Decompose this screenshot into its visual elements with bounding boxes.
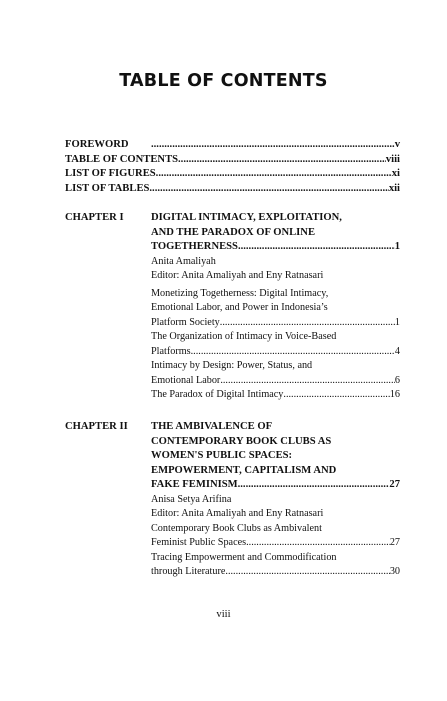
- chapter-title-last-line: [151, 240, 400, 255]
- chapter-title-line: THE AMBIVALENCE OF: [151, 421, 273, 432]
- section-last-line: [151, 345, 400, 360]
- chapter-title-line: WOMEN'S PUBLIC SPACES:: [151, 450, 293, 461]
- chapter-title-line: CONTEMPORARY BOOK CLUBS AS: [151, 435, 332, 447]
- section-page: 30: [389, 566, 400, 577]
- section-title-line: Tracing Empowerment and Commodification: [151, 551, 337, 563]
- section-entry[interactable]: [151, 330, 400, 359]
- entry-label: TABLE OF CONTENTS: [65, 153, 179, 165]
- dot-leader: [220, 316, 395, 331]
- dot-leader: [191, 345, 395, 360]
- chapter-number: CHAPTER I: [65, 212, 124, 223]
- chapter-page: 27: [389, 479, 400, 490]
- section-last-line: [151, 374, 400, 389]
- section-last-line: [151, 536, 400, 551]
- entry-page: xi: [391, 168, 400, 179]
- dot-leader: [220, 374, 395, 389]
- dot-leader: [283, 388, 389, 403]
- section-entry[interactable]: [151, 287, 400, 331]
- section-last-line: [151, 565, 400, 580]
- entry-label: LIST OF FIGURES: [65, 168, 156, 179]
- section-title-text: Emotional Labor: [151, 374, 221, 386]
- section-page: 27: [389, 537, 400, 548]
- chapter-author: Anisa Setya Arifina: [151, 493, 232, 505]
- chapter-title-text: TOGETHERNESS: [151, 241, 238, 252]
- dot-leader: [156, 167, 392, 182]
- chapter-author: Anita Amaliyah: [151, 255, 216, 267]
- entry-page: xii: [388, 182, 400, 194]
- section-title-line: Contemporary Book Clubs as Ambivalent: [151, 522, 322, 534]
- section-title-line: The Organization of Intimacy in Voice-Based: [151, 331, 337, 342]
- chapter-title-text: FAKE FEMINISM: [151, 479, 238, 490]
- section-title-line: Intimacy by Design: Power, Status, and: [151, 360, 313, 371]
- chapter-title[interactable]: [151, 420, 400, 493]
- chapter-body: [151, 420, 400, 580]
- section-page: 4: [394, 345, 400, 357]
- chapter-title[interactable]: [151, 211, 400, 255]
- dot-leader: [238, 240, 395, 255]
- chapter-editor: Editor: Anita Amaliyah and Eny Ratnasari: [151, 508, 324, 519]
- section-title-line: Emotional Labor, and Power in Indonesia’s: [151, 302, 328, 313]
- entry-label: LIST OF TABLES: [65, 182, 150, 194]
- section-last-line: [151, 316, 400, 331]
- section-page: 1: [394, 316, 400, 328]
- chapter-editor: Editor: Anita Amaliyah and Eny Ratnasari: [151, 270, 324, 281]
- toc-entry-list-of-figures[interactable]: [65, 167, 400, 182]
- chapter-page: 1: [394, 241, 400, 252]
- section-title-text: through Literature: [151, 566, 226, 577]
- section-page: 16: [389, 389, 400, 400]
- toc-entry-foreword[interactable]: [65, 138, 400, 153]
- chapter-body: [151, 211, 400, 403]
- section-entry[interactable]: [151, 359, 400, 388]
- chapter-title-line: DIGITAL INTIMACY, EXPLOITATION,: [151, 212, 342, 223]
- section-title-text: Platforms: [151, 345, 191, 357]
- section-page: 6: [394, 374, 400, 386]
- chapter-number: CHAPTER II: [65, 421, 128, 432]
- chapter-title-line: AND THE PARADOX OF ONLINE: [151, 226, 316, 238]
- chapter-title-line: EMPOWERMENT, CAPITALISM AND: [151, 464, 337, 476]
- section-last-line: [151, 388, 400, 403]
- dot-leader: [238, 478, 390, 493]
- entry-page: v: [394, 139, 400, 150]
- entry-label: FOREWORD: [65, 139, 129, 150]
- chapter-title-last-line: [151, 478, 400, 493]
- page-number: viii: [216, 609, 231, 620]
- section-title-text: Feminist Public Spaces: [151, 537, 247, 548]
- dot-leader: [178, 153, 386, 168]
- section-entry[interactable]: [151, 522, 400, 551]
- section-title-line: Monetizing Togetherness: Digital Intimacy,: [151, 287, 329, 299]
- entry-page: viii: [385, 153, 400, 165]
- section-entry[interactable]: [151, 388, 400, 403]
- dot-leader: [225, 565, 389, 580]
- dot-leader: [246, 536, 390, 551]
- section-title-text: The Paradox of Digital Intimacy: [151, 389, 284, 400]
- dot-leader: [149, 182, 388, 197]
- toc-entry-table-of-contents[interactable]: [65, 153, 400, 168]
- section-entry[interactable]: [151, 551, 400, 580]
- page-title: TABLE OF CONTENTS: [119, 71, 328, 91]
- section-title-text: Platform Society: [151, 316, 220, 328]
- front-matter-list: [65, 138, 400, 196]
- toc-entry-list-of-tables[interactable]: [65, 182, 400, 197]
- dot-leader: [151, 138, 395, 153]
